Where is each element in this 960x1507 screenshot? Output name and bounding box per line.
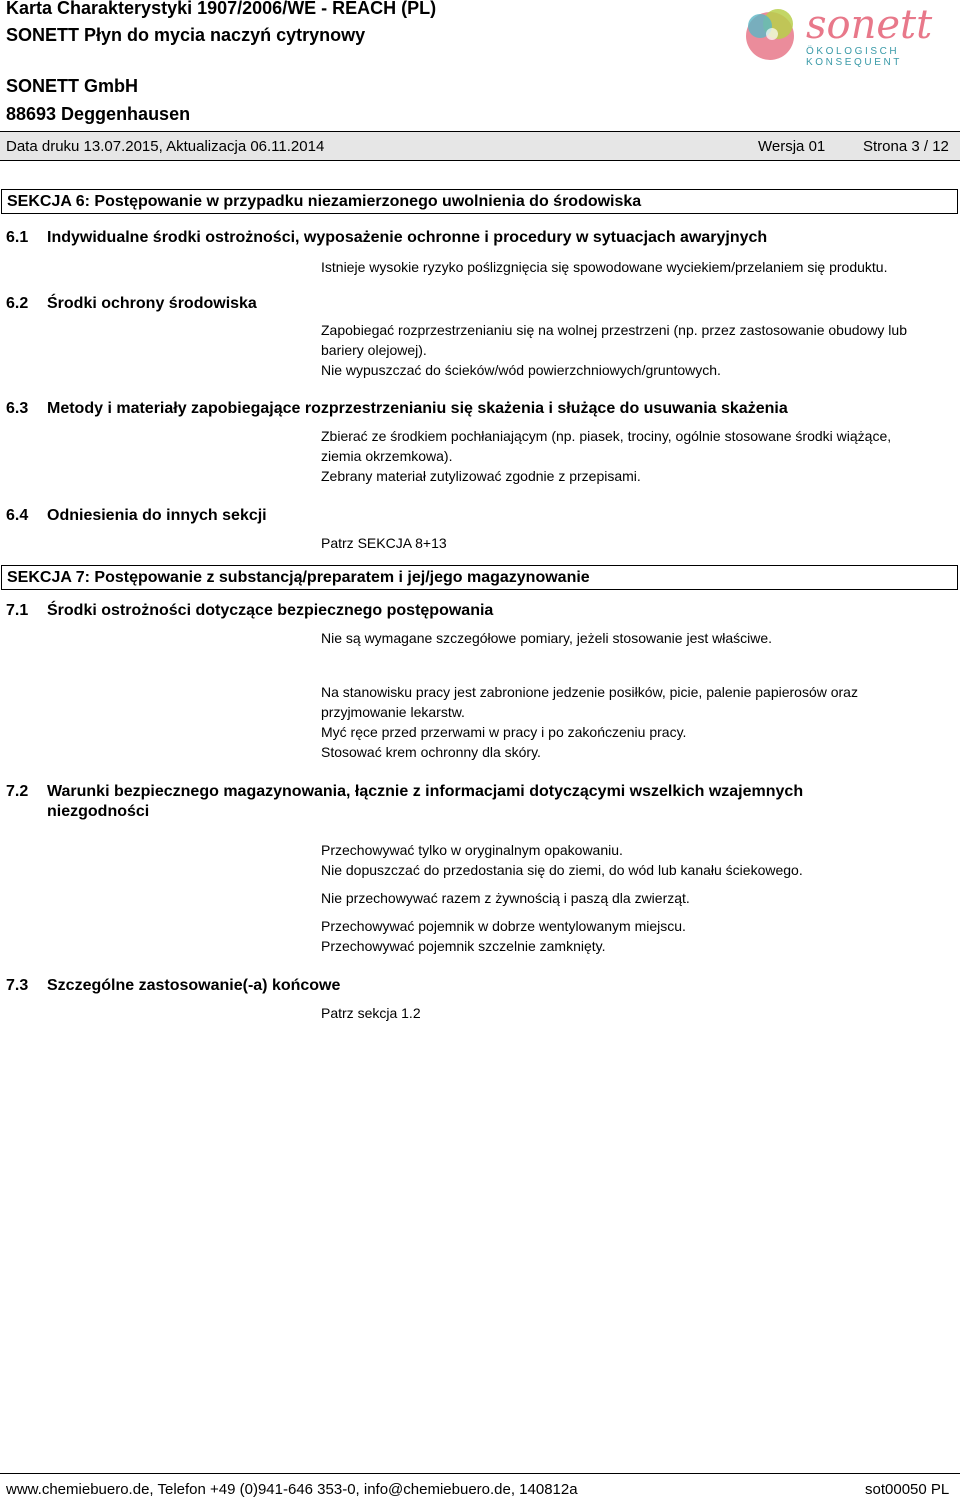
subsection-6-3-title: Metody i materiały zapobiegające rozprzestrzenianiu się skażenia i służące do usuwania skażenia [47, 400, 788, 417]
subsection-7-1-title: Środki ostrożności dotyczące bezpiecznego postępowania [47, 602, 494, 619]
text-7-1-line4: Myć ręce przed przerwami w pracy i po zakończeniu pracy. [321, 724, 687, 740]
footer-code: sot00050 PL [865, 1481, 950, 1498]
subsection-7-2-title-line2: niezgodności [47, 803, 150, 820]
text-7-2-line3: Nie przechowywać razem z żywnością i paszą dla zwierząt. [321, 890, 690, 906]
subsection-6-4-title: Odniesienia do innych sekcji [47, 507, 267, 524]
company-city: 88693 Deggenhausen [6, 104, 191, 124]
text-6-4-line1: Patrz SEKCJA 8+13 [321, 535, 447, 551]
subsection-6-3-number: 6.3 [6, 400, 29, 417]
text-6-2-line3: Nie wypuszczać do ścieków/wód powierzchniowych/gruntowych. [321, 362, 721, 378]
text-7-3-line1: Patrz sekcja 1.2 [321, 1005, 421, 1021]
logo-tagline: ÖKOLOGISCH KONSEQUENT [806, 46, 903, 68]
subsection-6-2-number: 6.2 [6, 295, 29, 312]
footer-contact: www.chemiebuero.de, Telefon +49 (0)941-646 353-0, info@chemiebuero.de, 140812a [6, 1481, 578, 1498]
subsection-6-4-number: 6.4 [6, 507, 29, 524]
text-7-1-line2: Na stanowisku pracy jest zabronione jedzenie posiłków, picie, palenie papierosów oraz [321, 684, 858, 700]
footer-divider [0, 1473, 960, 1474]
subsection-7-2-number: 7.2 [6, 783, 29, 800]
text-7-2-line2: Nie dopuszczać do przedostania się do ziemi, do wód lub kanału ściekowego. [321, 862, 803, 878]
subsection-7-3-number: 7.3 [6, 977, 29, 994]
section-6-title: SEKCJA 6: Postępowanie w przypadku niezamierzonego uwolnienia do środowiska [7, 193, 642, 210]
subsection-7-2-title-line1: Warunki bezpiecznego magazynowania, łącznie z informacjami dotyczącymi wszelkich wzajemnych [47, 783, 804, 800]
section-7-title: SEKCJA 7: Postępowanie z substancją/preparatem i jej/jego magazynowanie [7, 569, 590, 586]
document-title: Karta Charakterystyki 1907/2006/WE - REACH (PL) [6, 0, 437, 18]
text-7-1-line5: Stosować krem ochronny dla skóry. [321, 744, 541, 760]
subsection-6-1-title: Indywidualne środki ostrożności, wyposażenie ochronne i procedury w sytuacjach awaryjnych [47, 229, 768, 246]
text-7-1-line3: przyjmowanie lekarstw. [321, 704, 465, 720]
sonett-logo-icon [740, 4, 804, 64]
section-6-header [1, 189, 958, 214]
subsection-7-3-title: Szczególne zastosowanie(-a) końcowe [47, 977, 341, 994]
text-7-1-line1: Nie są wymagane szczegółowe pomiary, jeżeli stosowanie jest właściwe. [321, 630, 773, 646]
text-6-2-line1: Zapobiegać rozprzestrzenianiu się na wolnej przestrzeni (np. przez zastosowanie obudowy lub [321, 322, 907, 338]
text-7-2-line4: Przechowywać pojemnik w dobrze wentylowanym miejscu. [321, 918, 686, 934]
version: Wersja 01 [758, 138, 826, 155]
product-name: SONETT Płyn do mycia naczyń cytrynowy [6, 25, 366, 45]
page-number: Strona 3 / 12 [863, 138, 949, 155]
print-dates: Data druku 13.07.2015, Aktualizacja 06.11.2014 [6, 138, 325, 155]
text-6-3-line3: Zebrany materiał zutylizować zgodnie z przepisami. [321, 468, 641, 484]
text-6-2-line2: bariery olejowej). [321, 342, 427, 358]
sonett-logo [740, 2, 956, 68]
subsection-7-1-number: 7.1 [6, 602, 29, 619]
meta-bar [0, 131, 960, 161]
subsection-6-1-number: 6.1 [6, 229, 29, 246]
logo-wordmark: sonett [806, 2, 933, 48]
section-7-header [1, 565, 958, 590]
text-7-2-line1: Przechowywać tylko w oryginalnym opakowaniu. [321, 842, 623, 858]
text-6-1-line1: Istnieje wysokie ryzyko poślizgnięcia się spowodowane wyciekiem/przelaniem się produktu. [321, 259, 888, 275]
text-6-3-line2: ziemia okrzemkowa). [321, 448, 453, 464]
company-name: SONETT GmbH [6, 76, 139, 96]
subsection-6-2-title: Środki ochrony środowiska [47, 295, 257, 312]
text-6-3-line1: Zbierać ze środkiem pochłaniającym (np. piasek, trociny, ogólnie stosowane środki wiążące, [321, 428, 892, 444]
text-7-2-line5: Przechowywać pojemnik szczelnie zamknięty. [321, 938, 606, 954]
